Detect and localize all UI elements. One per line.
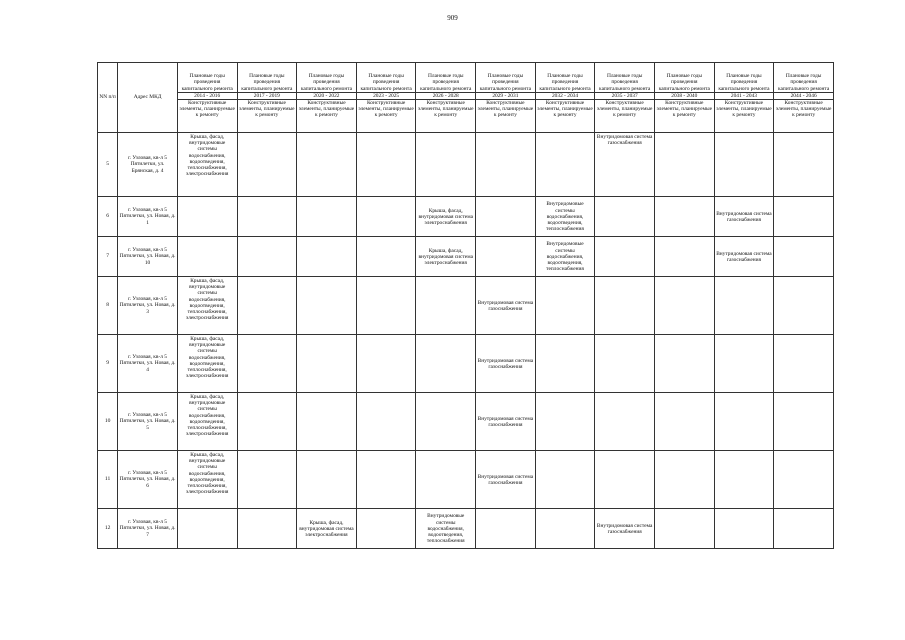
repair-elements-cell: Внутридомовые системы водоснабжения, водоотведения, теплоснабжения	[416, 509, 476, 549]
repair-elements-cell	[237, 277, 297, 335]
row-number: 9	[98, 335, 118, 393]
capital-repair-table	[97, 62, 834, 549]
repair-elements-cell	[177, 509, 237, 549]
repair-elements-cell	[714, 133, 774, 197]
period-label: Плановые годы проведения капитального ремонта	[479, 73, 531, 92]
table-row	[98, 277, 834, 335]
elements-header-8: Конструктивные элементы, планируемые к ремонту	[654, 100, 714, 133]
repair-elements-cell	[595, 393, 655, 451]
repair-elements-cell	[774, 277, 834, 335]
period-years: 2017 - 2019	[238, 92, 297, 99]
elements-header-3: Конструктивные элементы, планируемые к ремонту	[356, 100, 416, 133]
period-header-7	[595, 63, 655, 100]
row-address: г. Узловая, кв-л 5 Пятилетки, ул. Новая, д. 10	[118, 237, 178, 277]
elements-header-7: Конструктивные элементы, планируемые к ремонту	[595, 100, 655, 133]
repair-elements-cell	[356, 335, 416, 393]
period-label: Плановые годы проведения капитального ремонта	[241, 73, 293, 92]
repair-elements-cell	[714, 393, 774, 451]
repair-elements-cell	[297, 335, 357, 393]
period-label: Плановые годы проведения капитального ремонта	[420, 73, 472, 92]
table-row	[98, 509, 834, 549]
repair-elements-cell	[356, 393, 416, 451]
period-years: 2020 - 2022	[297, 92, 356, 99]
repair-elements-cell	[297, 393, 357, 451]
repair-elements-cell	[476, 509, 536, 549]
repair-elements-cell	[535, 335, 595, 393]
repair-elements-cell: Внутридомовая система газоснабжения	[476, 277, 536, 335]
repair-elements-cell	[714, 277, 774, 335]
row-number: 6	[98, 197, 118, 237]
repair-elements-cell	[654, 133, 714, 197]
repair-elements-cell	[714, 451, 774, 509]
repair-elements-cell	[654, 451, 714, 509]
row-number: 11	[98, 451, 118, 509]
repair-elements-cell: Внутридомовая система газоснабжения	[714, 197, 774, 237]
repair-elements-cell	[416, 335, 476, 393]
repair-elements-cell	[595, 451, 655, 509]
period-years: 2035 - 2037	[595, 92, 654, 99]
page-number: 909	[447, 14, 458, 22]
period-years: 2032 - 2034	[536, 92, 595, 99]
repair-elements-cell: Внутридомовые системы водоснабжения, водоотведения, теплоснабжения	[535, 237, 595, 277]
elements-header-1: Конструктивные элементы, планируемые к ремонту	[237, 100, 297, 133]
repair-elements-cell	[654, 393, 714, 451]
repair-elements-cell	[297, 237, 357, 277]
repair-elements-cell	[356, 451, 416, 509]
elements-header-9: Конструктивные элементы, планируемые к ремонту	[714, 100, 774, 133]
repair-elements-cell: Внутридомовая система газоснабжения	[595, 509, 655, 549]
repair-elements-cell	[654, 197, 714, 237]
period-header-5	[476, 63, 536, 100]
period-label: Плановые годы проведения капитального ремонта	[718, 73, 770, 92]
repair-elements-cell	[237, 133, 297, 197]
table-row	[98, 237, 834, 277]
period-header-4	[416, 63, 476, 100]
period-years: 2044 - 2046	[774, 92, 833, 99]
repair-elements-cell	[476, 197, 536, 237]
repair-elements-cell	[654, 509, 714, 549]
repair-elements-cell	[416, 277, 476, 335]
repair-elements-cell	[774, 133, 834, 197]
repair-elements-cell	[356, 133, 416, 197]
repair-elements-cell	[774, 393, 834, 451]
period-years: 2029 - 2031	[476, 92, 535, 99]
repair-elements-cell: Крыша, фасад, внутридомовая система электроснабжения	[416, 237, 476, 277]
repair-elements-cell	[476, 237, 536, 277]
repair-elements-cell: Крыша, фасад, внутридомовые системы водоснабжения, водоотведения, теплоснабжения, электроснабжения	[177, 277, 237, 335]
repair-elements-cell	[297, 277, 357, 335]
period-years: 2014 - 2016	[178, 92, 237, 99]
repair-elements-cell: Внутридомовая система газоснабжения	[476, 393, 536, 451]
repair-elements-cell	[356, 509, 416, 549]
period-header-1	[237, 63, 297, 100]
col-address-header: Адрес МКД	[118, 63, 178, 133]
period-label: Плановые годы проведения капитального ремонта	[778, 73, 830, 92]
period-header-8	[654, 63, 714, 100]
repair-elements-cell	[535, 509, 595, 549]
period-label: Плановые годы проведения капитального ремонта	[658, 73, 710, 92]
table-body	[98, 133, 834, 549]
row-number: 12	[98, 509, 118, 549]
repair-elements-cell	[774, 335, 834, 393]
period-years: 2026 - 2028	[416, 92, 475, 99]
repair-elements-cell	[774, 197, 834, 237]
repair-elements-cell: Крыша, фасад, внутридомовая система электроснабжения	[416, 197, 476, 237]
period-header-0	[177, 63, 237, 100]
repair-elements-cell	[476, 133, 536, 197]
period-header-6	[535, 63, 595, 100]
repair-elements-cell	[416, 451, 476, 509]
period-years: 2023 - 2025	[357, 92, 416, 99]
repair-elements-cell	[237, 237, 297, 277]
row-number: 8	[98, 277, 118, 335]
repair-elements-cell: Крыша, фасад, внутридомовые системы водоснабжения, водоотведения, теплоснабжения, электроснабжения	[177, 393, 237, 451]
repair-elements-cell	[535, 451, 595, 509]
repair-elements-cell	[356, 237, 416, 277]
row-number: 7	[98, 237, 118, 277]
table-row	[98, 133, 834, 197]
repair-elements-cell	[297, 197, 357, 237]
repair-elements-cell	[416, 393, 476, 451]
period-label: Плановые годы проведения капитального ремонта	[181, 73, 233, 92]
repair-elements-cell	[774, 237, 834, 277]
repair-elements-cell	[714, 509, 774, 549]
repair-elements-cell	[356, 197, 416, 237]
row-number: 10	[98, 393, 118, 451]
table-row	[98, 335, 834, 393]
repair-elements-cell	[237, 393, 297, 451]
elements-header-6: Конструктивные элементы, планируемые к ремонту	[535, 100, 595, 133]
repair-elements-cell	[177, 237, 237, 277]
row-address: г. Узловая, кв-л 5 Пятилетки, ул. Брянская, д. 4	[118, 133, 178, 197]
elements-header-2: Конструктивные элементы, планируемые к ремонту	[297, 100, 357, 133]
period-years: 2038 - 2040	[655, 92, 714, 99]
period-label: Плановые годы проведения капитального ремонта	[360, 73, 412, 92]
period-header-10	[774, 63, 834, 100]
row-number: 5	[98, 133, 118, 197]
repair-elements-cell: Внутридомовая система газоснабжения	[476, 451, 536, 509]
repair-elements-cell	[237, 509, 297, 549]
elements-header-0: Конструктивные элементы, планируемые к ремонту	[177, 100, 237, 133]
repair-elements-cell: Крыша, фасад, внутридомовые системы водоснабжения, водоотведения, теплоснабжения, электроснабжения	[177, 335, 237, 393]
repair-elements-cell	[774, 509, 834, 549]
elements-header-5: Конструктивные элементы, планируемые к ремонту	[476, 100, 536, 133]
period-label: Плановые годы проведения капитального ремонта	[599, 73, 651, 92]
elements-header-10: Конструктивные элементы, планируемые к ремонту	[774, 100, 834, 133]
period-header-9	[714, 63, 774, 100]
repair-elements-cell	[595, 335, 655, 393]
row-address: г. Узловая, кв-л 5 Пятилетки, ул. Новая, д. 3	[118, 277, 178, 335]
repair-elements-cell	[714, 335, 774, 393]
repair-elements-cell	[356, 277, 416, 335]
repair-elements-cell	[595, 197, 655, 237]
table-row	[98, 451, 834, 509]
period-label: Плановые годы проведения капитального ремонта	[300, 73, 353, 92]
col-num-header: NN п/п	[98, 63, 118, 133]
row-address: г. Узловая, кв-л 5 Пятилетки, ул. Новая, д. 6	[118, 451, 178, 509]
repair-elements-cell: Крыша, фасад, внутридомовые системы водоснабжения, водоотведения, теплоснабжения, электроснабжения	[177, 133, 237, 197]
period-header-2	[297, 63, 357, 100]
repair-elements-cell	[416, 133, 476, 197]
period-header-3	[356, 63, 416, 100]
table-row	[98, 197, 834, 237]
repair-elements-cell	[297, 451, 357, 509]
repair-elements-cell	[654, 237, 714, 277]
repair-elements-cell	[237, 335, 297, 393]
row-address: г. Узловая, кв-л 5 Пятилетки, ул. Новая, д. 5	[118, 393, 178, 451]
repair-elements-cell: Внутридомовые системы водоснабжения, водоотведения, теплоснабжения	[535, 197, 595, 237]
repair-elements-cell	[595, 277, 655, 335]
repair-elements-cell	[774, 451, 834, 509]
repair-elements-cell	[237, 451, 297, 509]
period-label: Плановые годы проведения капитального ремонта	[539, 73, 591, 92]
repair-elements-cell	[535, 133, 595, 197]
table-header	[98, 63, 834, 133]
repair-elements-cell: Крыша, фасад, внутридомовая система электроснабжения	[297, 509, 357, 549]
repair-elements-cell: Внутридомовая система газоснабжения	[595, 133, 655, 197]
row-address: г. Узловая, кв-л 5 Пятилетки, ул. Новая, д. 7	[118, 509, 178, 549]
repair-elements-cell	[654, 335, 714, 393]
repair-elements-cell: Внутридомовая система газоснабжения	[714, 237, 774, 277]
repair-elements-cell	[297, 133, 357, 197]
repair-elements-cell	[535, 277, 595, 335]
row-address: г. Узловая, кв-л 5 Пятилетки, ул. Новая, д. 1	[118, 197, 178, 237]
repair-elements-cell	[177, 197, 237, 237]
repair-elements-cell	[654, 277, 714, 335]
period-years: 2041 - 2043	[715, 92, 774, 99]
repair-elements-cell: Крыша, фасад, внутридомовые системы водоснабжения, водоотведения, теплоснабжения, электроснабжения	[177, 451, 237, 509]
repair-elements-cell	[535, 393, 595, 451]
table-row	[98, 393, 834, 451]
repair-elements-cell	[595, 237, 655, 277]
repair-elements-cell: Внутридомовая система газоснабжения	[476, 335, 536, 393]
repair-elements-cell	[237, 197, 297, 237]
row-address: г. Узловая, кв-л 5 Пятилетки, ул. Новая, д. 4	[118, 335, 178, 393]
elements-header-4: Конструктивные элементы, планируемые к ремонту	[416, 100, 476, 133]
